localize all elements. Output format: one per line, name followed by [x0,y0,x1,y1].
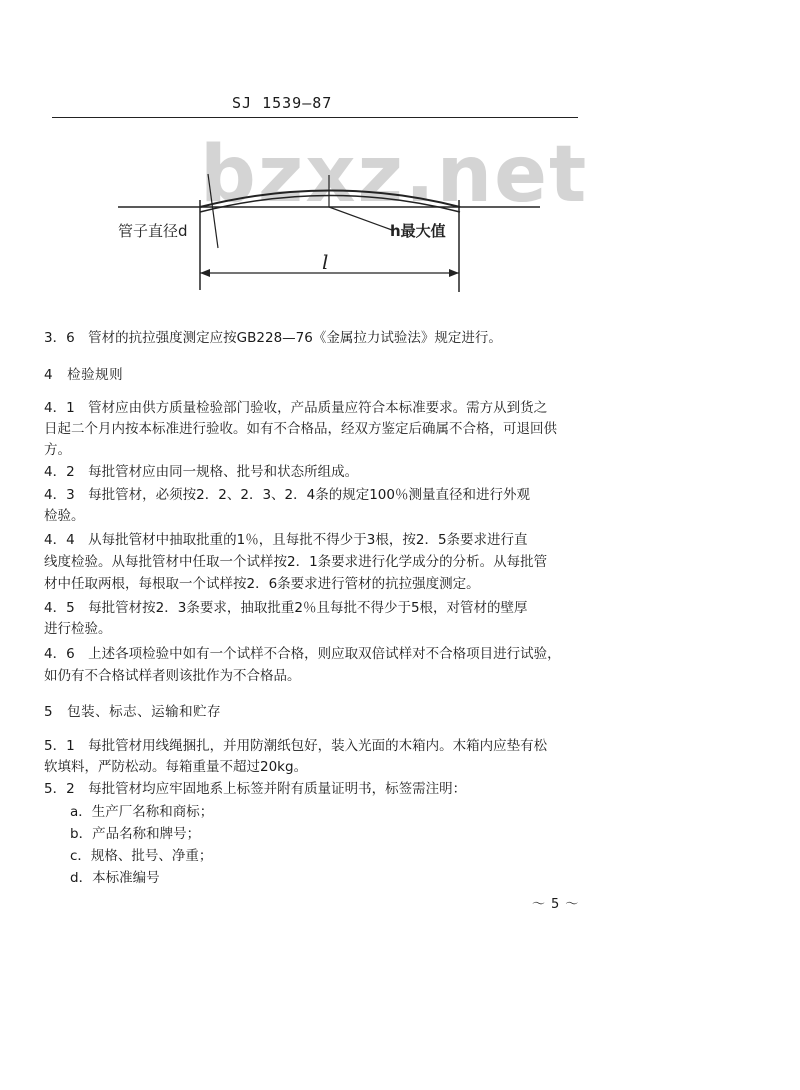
page-number: ～5～ [532,897,585,912]
clause-5-1-line1: 5．1 每批管材用线绳捆扎，并用防潮纸包好，装入光面的木箱内。木箱内应垫有松 [44,738,548,754]
clause-4-1-line3: 方。 [44,442,71,458]
clause-4-5-line2: 进行检验。 [44,621,112,637]
clause-3-6: 3．6 管材的抗拉强度测定应按GB228—76《金属拉力试验法》规定进行。 [44,330,502,346]
clause-4-1-line2: 日起二个月内按本标准进行验收。如有不合格品，经双方鉴定后确属不合格，可退回供 [44,421,557,437]
clause-4-3-line2: 检验。 [44,508,85,524]
header-divider [52,117,578,118]
clause-5-1-line2: 软填料，严防松动。每箱重量不超过20kg。 [44,759,308,775]
diameter-leader [208,174,218,248]
diameter-label: 管子直径d [118,222,188,240]
section-5-heading: 5 包装、标志、运输和贮存 [44,704,222,720]
clause-4-3-line1: 4．3 每批管材，必须按2．2、2．3、2．4条的规定100％测量直径和进行外观 [44,487,530,503]
watermark: bzxz.net [200,130,589,220]
clause-4-5-line1: 4．5 每批管材按2．3条要求，抽取批重2％且每批不得少于5根，对管材的壁厚 [44,600,528,616]
length-arrow-left [200,269,210,277]
clause-4-1-line1: 4．1 管材应由供方质量检验部门验收，产品质量应符合本标准要求。需方从到货之 [44,400,548,416]
section-4-heading: 4 检验规则 [44,367,124,383]
clause-4-4-line3: 材中任取两根，每根取一个试样按2．6条要求进行管材的抗拉强度测定。 [44,576,480,592]
height-label: h最大值 [390,222,446,240]
clause-5-2: 5．2 每批管材均应牢固地系上标签并附有质量证明书，标签需注明： [44,781,467,797]
list-item-c: c．规格、批号、净重； [70,848,213,864]
clause-4-6-line2: 如仍有不合格试样者则该批作为不合格品。 [44,668,301,684]
height-leader [329,207,392,230]
length-arrow-right [449,269,459,277]
list-item-b: b．产品名称和牌号； [70,826,201,842]
list-item-a: a．生产厂名称和商标； [70,804,214,820]
standard-code: SJ 1539—87 [232,94,333,112]
clause-4-6-line1: 4．6 上述各项检验中如有一个试样不合格，则应取双倍试样对不合格项目进行试验， [44,646,561,662]
clause-4-4-line1: 4．4 从每批管材中抽取批重的1％，且每批不得少于3根，按2．5条要求进行直 [44,532,528,548]
tube-arc-outer [200,191,460,208]
clause-4-2: 4．2 每批管材应由同一规格、批号和状态所组成。 [44,464,359,480]
clause-4-4-line2: 线度检验。从每批管材中任取一个试样按2．1条要求进行化学成分的分析。从每批管 [44,554,548,570]
diagram-svg [0,150,800,310]
tube-straightness-diagram [0,150,800,310]
list-item-d: d．本标准编号 [70,870,160,886]
length-label: l [322,250,329,274]
